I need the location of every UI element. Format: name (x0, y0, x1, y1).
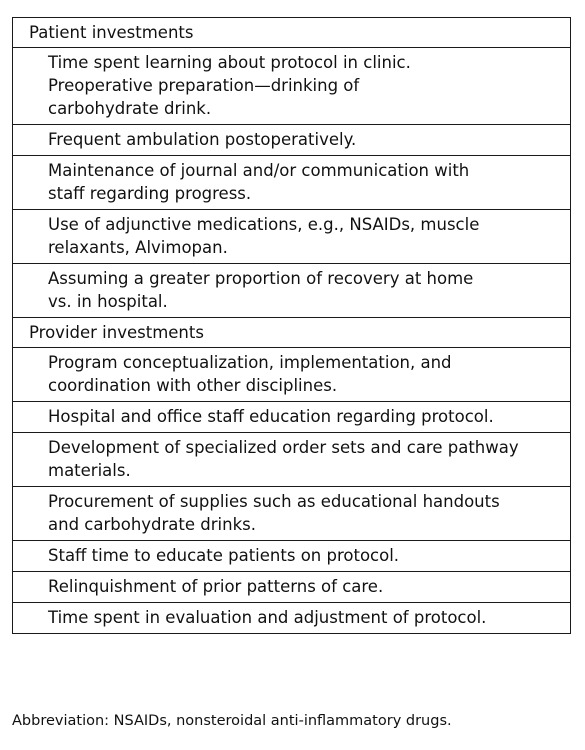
investment-item-text: Procurement of supplies such as educational handouts and carbohydrate drinks. (48, 492, 500, 534)
table-row (13, 210, 571, 264)
investment-item-text: Frequent ambulation postoperatively. (48, 130, 357, 149)
table-body (13, 18, 571, 634)
table-row (13, 487, 571, 541)
investment-item-text: Relinquishment of prior patterns of care. (48, 577, 384, 596)
investment-item-cell (13, 125, 571, 156)
investment-item-text: Development of specialized order sets and care pathway materials. (48, 438, 519, 480)
investment-item-text: Program conceptualization, implementation, and coordination with other disciplines. (48, 353, 452, 395)
table-row (13, 541, 571, 572)
investment-item-text: Maintenance of journal and/or communication with staff regarding progress. (48, 161, 470, 203)
investment-item-cell (13, 487, 571, 541)
table-row (13, 433, 571, 487)
table-row (13, 402, 571, 433)
investment-item-cell (13, 402, 571, 433)
investment-item-cell (13, 48, 571, 125)
table-row (13, 264, 571, 318)
table-row (13, 48, 571, 125)
section-heading: Patient investments (13, 18, 571, 48)
investment-item-cell (13, 348, 571, 402)
investment-item-cell (13, 210, 571, 264)
table-row (13, 348, 571, 402)
table-row (13, 572, 571, 603)
investment-item-text: Time spent learning about protocol in clinic. Preoperative preparation—drinking of carbohydrate drink. (48, 53, 411, 118)
investment-item-cell (13, 156, 571, 210)
investment-item-cell (13, 572, 571, 603)
investments-table (12, 17, 571, 634)
table-row (13, 156, 571, 210)
section-header-row (13, 318, 571, 348)
investment-item-cell (13, 433, 571, 487)
footnote: Abbreviation: NSAIDs, nonsteroidal anti-inflammatory drugs. (12, 713, 452, 729)
investment-item-text: Use of adjunctive medications, e.g., NSAIDs, muscle relaxants, Alvimopan. (48, 215, 480, 257)
investment-item-cell (13, 264, 571, 318)
investment-item-text: Hospital and office staff education regarding protocol. (48, 407, 494, 426)
investment-item-cell (13, 603, 571, 634)
investment-item-text: Assuming a greater proportion of recovery at home vs. in hospital. (48, 269, 474, 311)
investment-item-text: Time spent in evaluation and adjustment of protocol. (48, 608, 487, 627)
table-row (13, 603, 571, 634)
investment-item-text: Staff time to educate patients on protocol. (48, 546, 400, 565)
investment-item-cell (13, 541, 571, 572)
section-heading: Provider investments (13, 318, 571, 348)
table-row (13, 125, 571, 156)
section-header-row (13, 18, 571, 48)
